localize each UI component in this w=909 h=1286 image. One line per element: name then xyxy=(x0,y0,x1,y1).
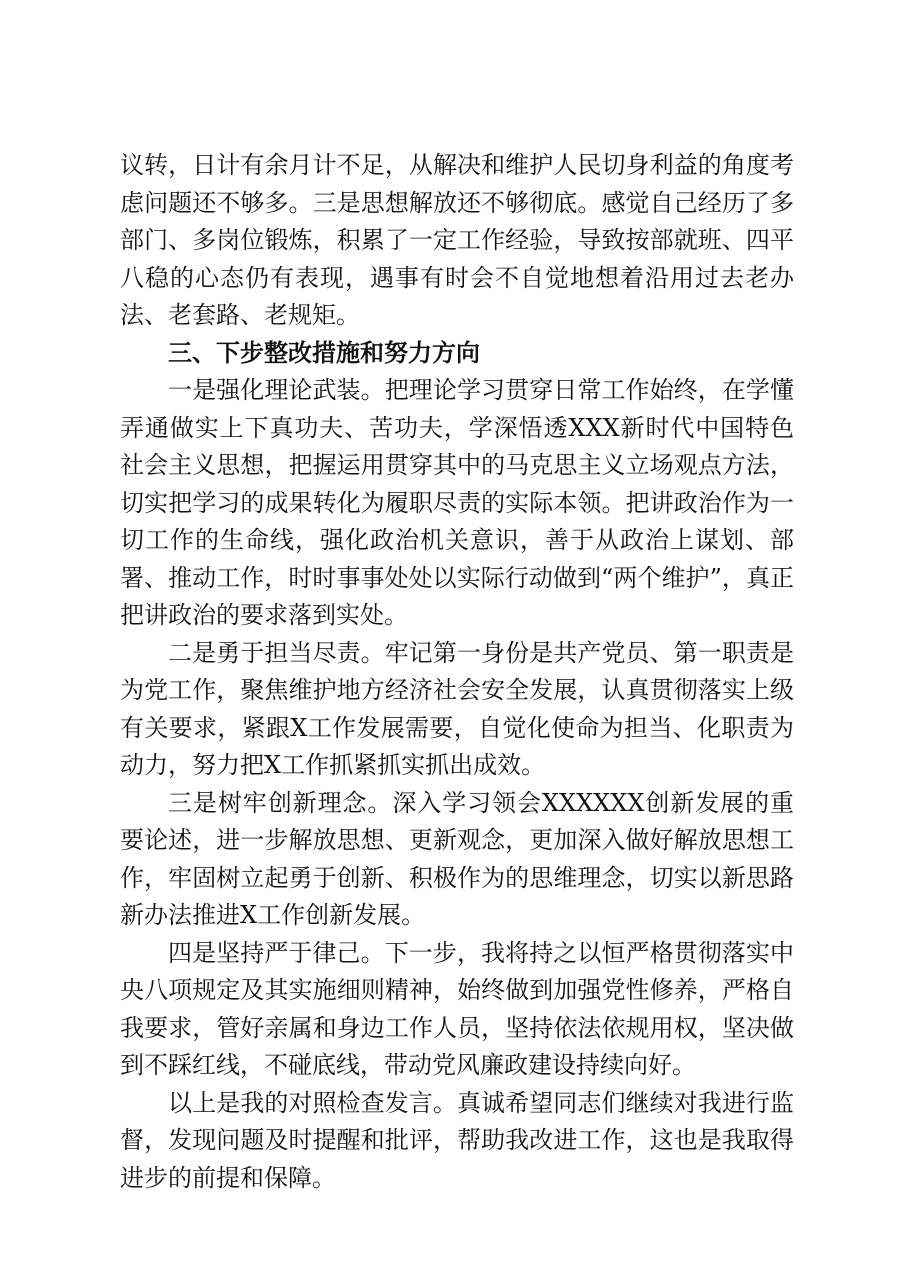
paragraph-self-discipline: 四是坚持严于律己。下一步，我将持之以恒严格贯彻落实中央八项规定及其实施细则精神，始终做到加强党性修养，严格自我要求，管好亲属和身边工作人员，坚持依法依规用权，坚决做到不踩红线，不碰底线，带动党风廉政建设持续向好。 xyxy=(120,938,794,1079)
paragraph-innovation: 三是树牢创新理念。深入学习领会XXXXXX创新发展的重要论述，进一步解放思想、更新观念，更加深入做好解放思想工作，牢固树立起勇于创新、积极作为的思维理念，切实以新思路新办法推进X工作创新发展。 xyxy=(120,788,794,929)
paragraph-responsibility: 二是勇于担当尽责。牢记第一身份是共产党员、第一职责是为党工作，聚焦维护地方经济社会安全发展，认真贯彻落实上级有关要求，紧跟X工作发展需要，自觉化使命为担当、化职责为动力，努力把X工作抓紧抓实抓出成效。 xyxy=(120,638,794,779)
paragraph-theory: 一是强化理论武装。把理论学习贯穿日常工作始终，在学懂弄通做实上下真功夫、苦功夫，学深悟透XXX新时代中国特色社会主义思想，把握运用贯穿其中的马克思主义立场观点方法，切实把学习的成果转化为履职尽责的实际本领。把讲政治作为一切工作的生命线，强化政治机关意识，善于从政治上谋划、部署、推动工作，时时事事处处以实际行动做到“两个维护”，真正把讲政治的要求落到实处。 xyxy=(120,376,794,629)
paragraph-closing: 以上是我的对照检查发言。真诚希望同志们继续对我进行监督，发现问题及时提醒和批评，帮助我改进工作，这也是我取得进步的前提和保障。 xyxy=(120,1088,794,1192)
document-body xyxy=(120,147,794,1197)
section-heading: 三、下步整改措施和努力方向 xyxy=(168,338,480,367)
continuation-paragraph: 议转，日计有余月计不足，从解决和维护人民切身利益的角度考虑问题还不够多。三是思想解放还不够彻底。感觉自己经历了多部门、多岗位锻炼，积累了一定工作经验，导致按部就班、四平八稳的心态仍有表现，遇事有时会不自觉地想着沿用过去老办法、老套路、老规矩。 xyxy=(120,151,794,329)
